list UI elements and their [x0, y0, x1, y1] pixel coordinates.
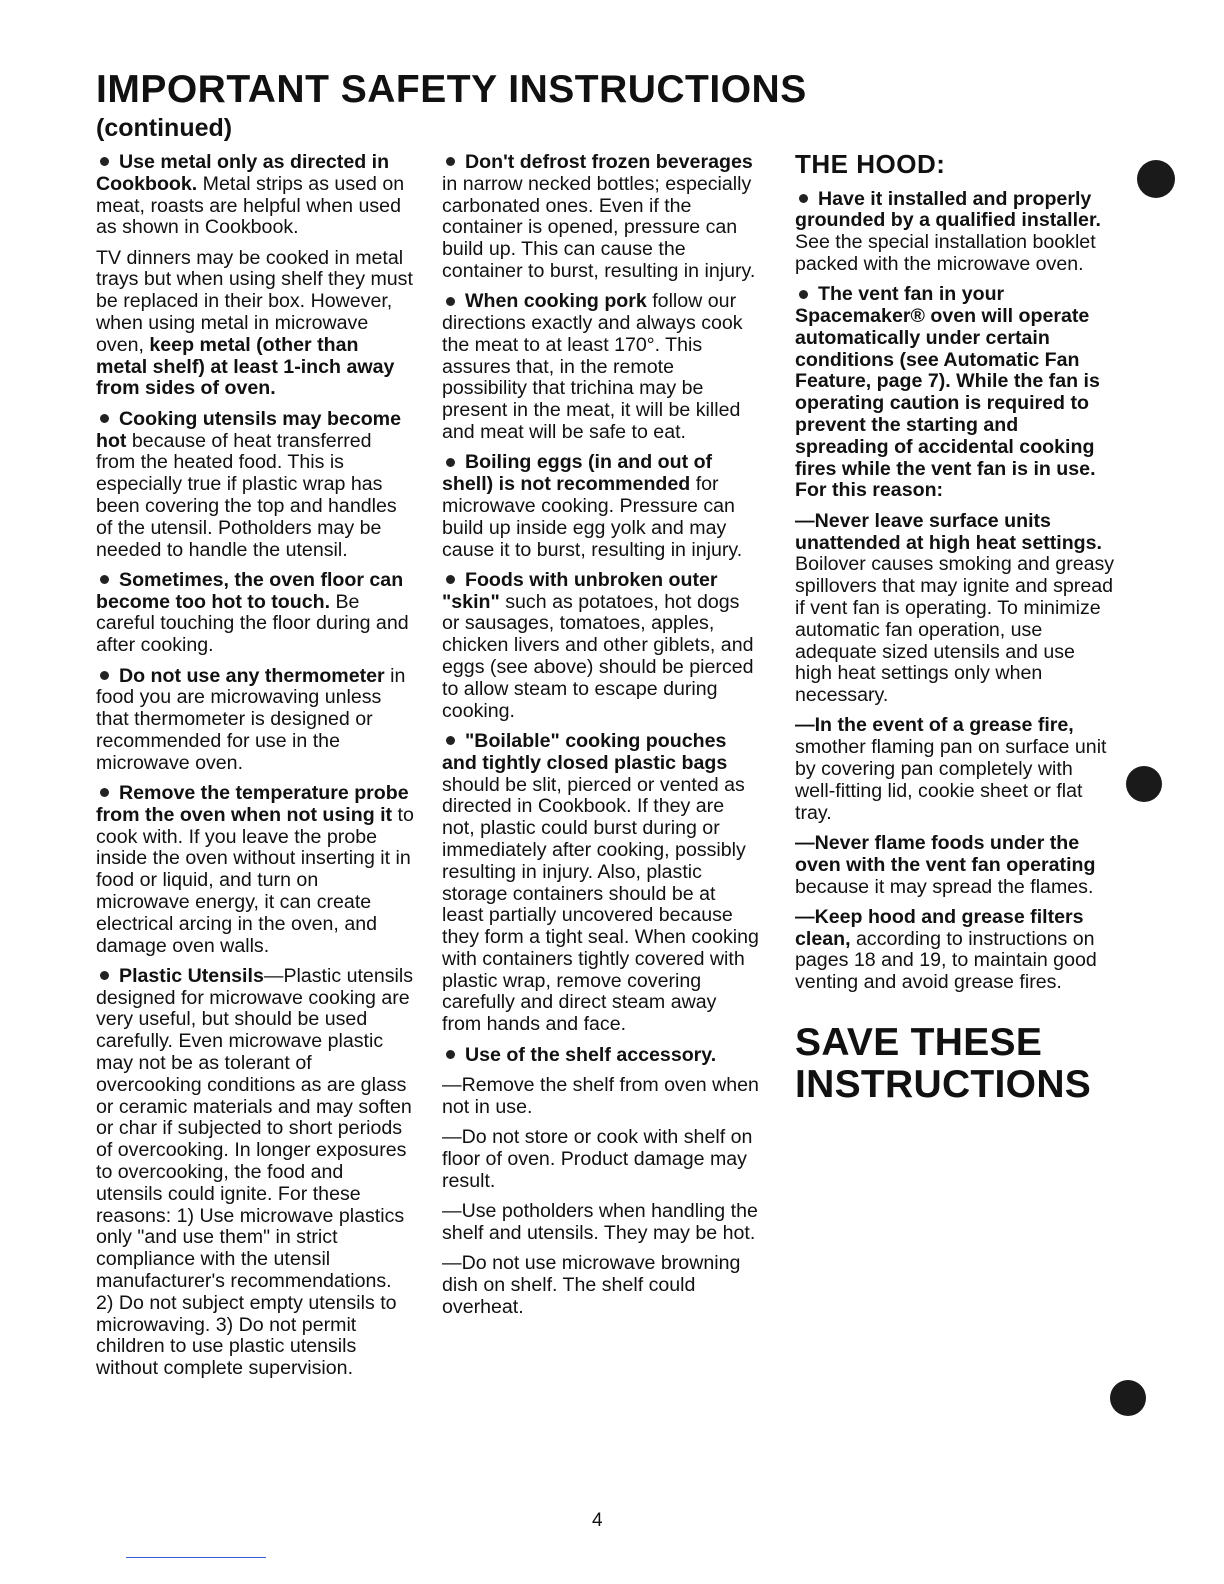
- paragraph: —Do not store or cook with shelf on floor of oven. Product damage may result.: [442, 1125, 753, 1192]
- paragraph: Sometimes, the oven floor can become too hot to touch. Be careful touching the floor during and after cooking.: [96, 568, 409, 657]
- bullet-icon: [100, 157, 109, 166]
- section-heading: THE HOOD:: [795, 149, 946, 179]
- paragraph: —Use potholders when handling the shelf and utensils. They may be hot.: [442, 1199, 758, 1244]
- bullet-icon: [446, 157, 455, 166]
- bullet-icon: [446, 736, 455, 745]
- paragraph: "Boilable" cooking pouches and tightly closed plastic bags should be slit, pierced or vented as directed in Cookbook. If they are not, plastic could burst during or immediately after cooking, possibly resulting in injury. Also, plastic storage containers should be at least partially uncovered because they form a tight seal. When cooking with containers tightly covered with plastic wrap, remove covering carefully and direct steam away from hands and face.: [442, 729, 759, 1036]
- column-3: [795, 150, 1117, 1106]
- page-title: IMPORTANT SAFETY INSTRUCTIONS: [96, 68, 807, 111]
- paragraph: Foods with unbroken outer "skin" such as potatoes, hot dogs or sausages, tomatoes, apples, chicken livers and other giblets, and eggs (see above) should be pierced to allow steam to escape during cooking.: [442, 568, 754, 722]
- paragraph: —Never leave surface units unattended at high heat settings. Boilover causes smoking and greasy spillovers that may ignite and spread if vent fan is operating. To minimize automatic fan operation, use adequate sized utensils and use high heat settings only when necessary.: [795, 509, 1115, 707]
- bullet-icon: [446, 297, 455, 306]
- paragraph: Have it installed and properly grounded by a qualified installer. See the special installation booklet packed with the microwave oven.: [795, 187, 1101, 275]
- binder-hole-icon: [1110, 1380, 1146, 1416]
- binder-hole-icon: [1137, 160, 1175, 198]
- bullet-icon: [100, 971, 109, 980]
- paragraph: —Do not use microwave browning dish on shelf. The shelf could overheat.: [442, 1251, 741, 1318]
- divider: [126, 1557, 266, 1558]
- paragraph: Use of the shelf accessory.: [442, 1045, 760, 1067]
- column-2: [442, 152, 760, 1327]
- save-instructions-heading: SAVE THESE INSTRUCTIONS: [795, 1020, 1092, 1106]
- paragraph: Boiling eggs (in and out of shell) is not recommended for microwave cooking. Pressure can build up inside egg yolk and may cause it to burst, resulting in injury.: [442, 451, 743, 561]
- paragraph: Cooking utensils may become hot because of heat transferred from the heated food. This is especially true if plastic wrap has been covering the top and handles of the utensil. Potholders may be needed to handle the utensil.: [96, 407, 402, 561]
- bullet-icon: [100, 414, 109, 423]
- paragraph: TV dinners may be cooked in metal trays but when using shelf they must be replaced in their box. However, when using metal in microwave oven, keep metal (other than metal shelf) at least 1-inch away from sides of oven.: [96, 246, 413, 400]
- bullet-icon: [799, 290, 808, 299]
- paragraph: Plastic Utensils—Plastic utensils designed for microwave cooking are very useful, but should be used carefully. Even microwave plastic may not be as tolerant of overcooking conditions as are glass or ceramic materials and may soften or char if subjected to short periods of overcooking. In longer exposures to overcooking, the food and utensils could ignite. For these reasons: 1) Use microwave plastics only "and use them" in strict compliance with the utensil manufacturer's recommendations. 2) Do not subject empty utensils to microwaving. 3) Do not permit children to use plastic utensils without complete supervision.: [96, 964, 414, 1380]
- column-1: [96, 152, 414, 1389]
- paragraph: —Never flame foods under the oven with the vent fan operating because it may spread the flames.: [795, 831, 1096, 898]
- paragraph: Remove the temperature probe from the oven when not using it to cook with. If you leave the probe inside the oven without inserting it in food or liquid, and turn on microwave energy, it can create electrical arcing in the oven, and damage oven walls.: [96, 782, 414, 957]
- paragraph: Do not use any thermometer in food you are microwaving unless that thermometer is designed or recommended for use in the microwave oven.: [96, 664, 406, 774]
- bullet-icon: [446, 575, 455, 584]
- paragraph: Don't defrost frozen beverages in narrow necked bottles; especially carbonated ones. Even if the container is opened, pressure can build up. This can cause the container to burst, resulting in injury.: [442, 151, 756, 282]
- bullet-icon: [100, 788, 109, 797]
- paragraph: —In the event of a grease fire, smother flaming pan on surface unit by covering pan completely with well-fitting lid, cookie sheet or flat tray.: [795, 714, 1107, 824]
- binder-hole-icon: [1126, 766, 1162, 802]
- paragraph: The vent fan in your Spacemaker® oven will operate automatically under certain conditions (see Automatic Fan Feature, page 7). While the fan is operating caution is required to prevent the starting and spreading of accidental cooking fires while the vent fan is in use. For this reason:: [795, 283, 1100, 502]
- bullet-icon: [100, 575, 109, 584]
- paragraph: —Keep hood and grease filters clean, according to instructions on pages 18 and 19, to maintain good venting and avoid grease fires.: [795, 905, 1097, 994]
- bullet-icon: [100, 671, 109, 680]
- paragraph: When cooking pork follow our directions exactly and always cook the meat to at least 170°. This assures that, in the remote possibility that trichina may be present in the meat, it will be killed and meat will be safe to eat.: [442, 290, 743, 444]
- paragraph: —Remove the shelf from oven when not in use.: [442, 1073, 759, 1118]
- page-number: 4: [592, 1510, 603, 1531]
- bullet-icon: [446, 458, 455, 467]
- paragraph: Use metal only as directed in Cookbook. Metal strips as used on meat, roasts are helpful when used as shown in Cookbook.: [96, 151, 405, 239]
- page-subtitle: (continued): [96, 114, 233, 142]
- bullet-icon: [446, 1050, 455, 1059]
- bullet-icon: [799, 194, 808, 203]
